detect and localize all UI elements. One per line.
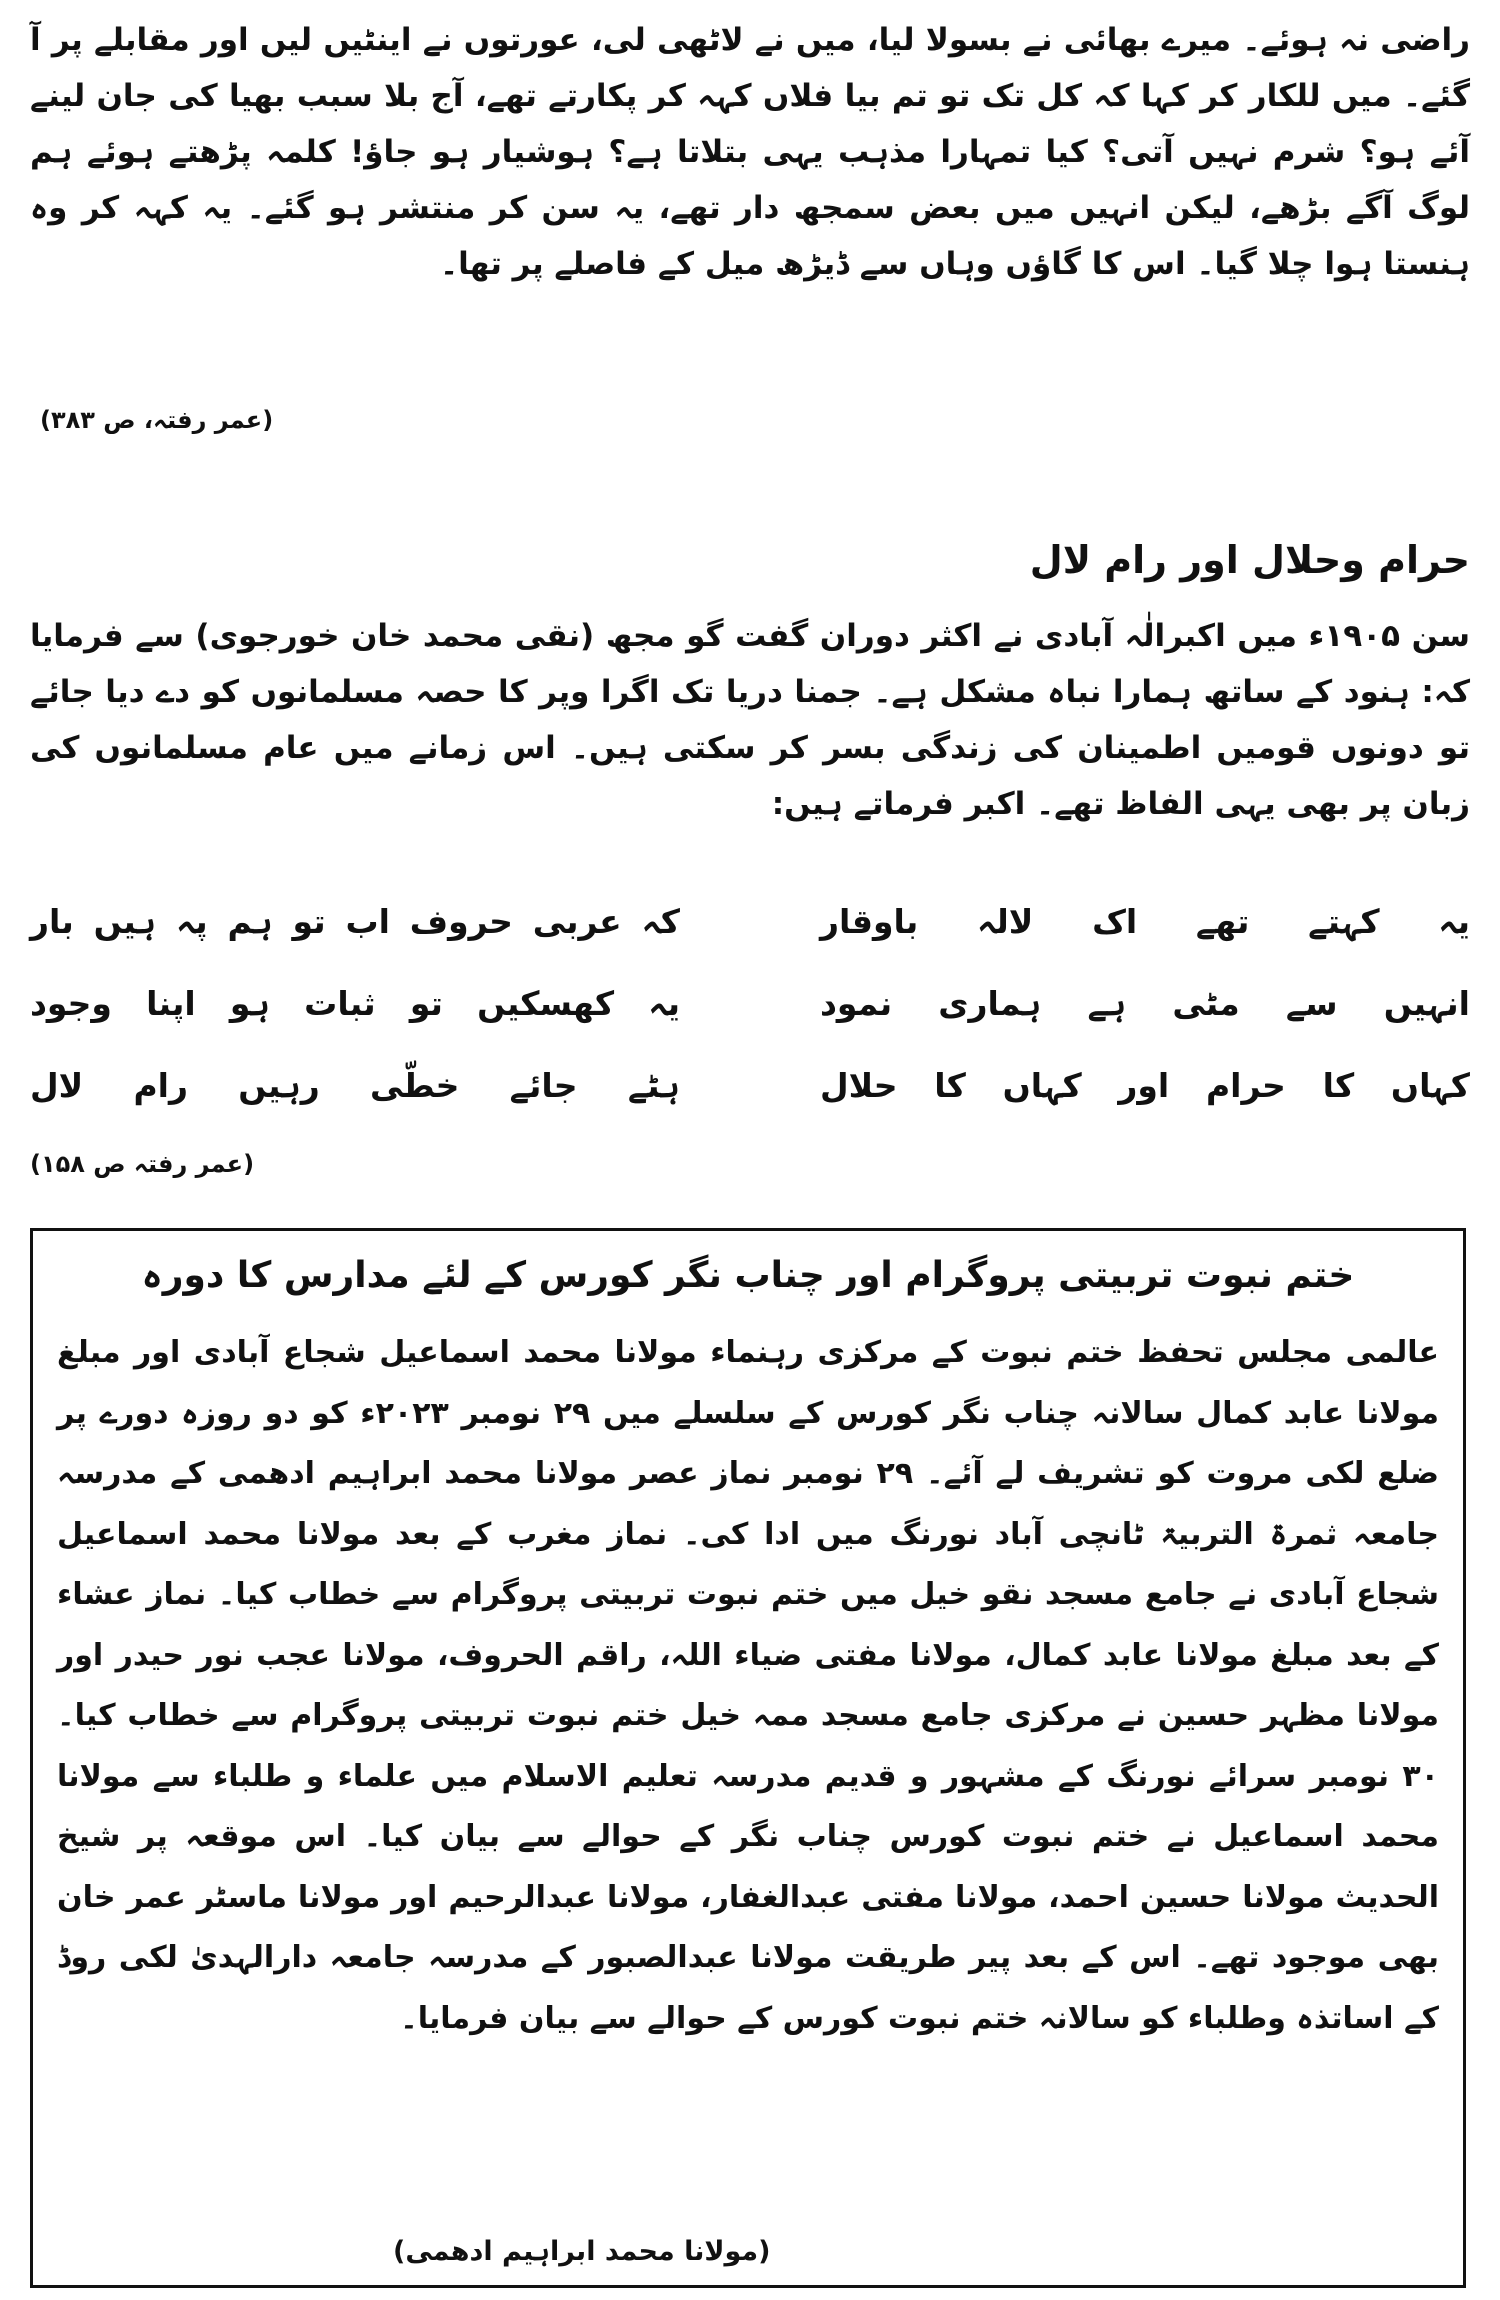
report-paragraph: عالمی مجلس تحفظ ختم نبوت کے مرکزی رہنماء مولانا محمد اسماعیل شجاع آبادی اور مبلغ مولانا عابد کمال سالانہ چناب نگر کورس کے سلسلے میں ۲۹ نومبر ۲۰۲۳ء کو دو روزہ دورے پر ضلع لکی مروت کو تشریف لے آئے۔ ۲۹ نومبر نماز عصر مولانا محمد ابراہیم ادھمی کے مدرسہ جامعہ ثمرۃ التربیۃ ٹانچی آباد نورنگ میں ادا کی۔ نماز مغرب کے بعد مولانا محمد اسماعیل شجاع آبادی نے جامع مسجد نقو خیل میں ختم نبوت تربیتی پروگرام سے خطاب کیا۔ نماز عشاء کے بعد مبلغ مولانا عابد کمال، مولانا مفتی ضیاء اللہ، راقم الحروف، مولانا عجب نور حیدر اور مولانا مظہر حسین نے مرکزی جامع مسجد ممہ خیل ختم نبوت تربیتی پروگرام سے خطاب کیا۔ ۳۰ نومبر سرائے نورنگ کے مشہور و قدیم مدرسہ تعلیم الاسلام میں علماء و طلباء سے مولانا محمد اسماعیل نے ختم نبوت کورس چناب نگر کے حوالے سے بیان کیا۔ اس موقعہ پر شیخ الحدیث مولانا حسین احمد، مولانا مفتی عبدالغفار، مولانا عبدالرحیم اور مولانا ماسٹر عمر خان بھی موجود تھے۔ اس کے بعد پیر طریقت مولانا عبدالصبور کے مدرسہ جامعہ دارالہدیٰ لکی روڈ کے اساتذہ وطلباء کو سالانہ ختم نبوت کورس کے حوالے سے بیان فرمایا۔: [57, 1335, 1439, 2036]
intro-paragraph: [30, 12, 1470, 292]
verse-couplet: [30, 1044, 1470, 1126]
verse-second-line: کہ عربی حروف اب تو ہم پہ ہیں بار: [30, 901, 680, 941]
verse-second-line: یہ کھسکیں تو ثبات ہو اپنا وجود: [30, 983, 680, 1023]
report-title: ختم نبوت تربیتی پروگرام اور چناب نگر کورس کے لئے مدارس کا دورہ: [141, 1255, 1355, 1296]
report-box: [30, 1228, 1466, 2288]
verse-citation: (عمر رفتہ ص ۱۵۸): [30, 1150, 255, 1178]
verse-couplet: [30, 880, 1470, 962]
section-paragraph: [30, 608, 1470, 832]
section-heading: حرام وحلال اور رام لال: [1029, 538, 1470, 582]
report-body: [57, 1323, 1439, 2049]
intro-citation: (عمر رفتہ، ص ۳۸۳): [40, 406, 274, 434]
verse-first-line: یہ کہتے تھے اک لالہ باوقار: [820, 901, 1470, 941]
verse-first-line: کہاں کا حرام اور کہاں کا حلال: [820, 1065, 1470, 1105]
report-signature: (مولانا محمد ابراہیم ادھمی): [393, 2236, 771, 2267]
verse-first-line: انہیں سے مٹی ہے ہماری نمود: [820, 983, 1470, 1023]
poem-verses: [30, 880, 1470, 1126]
intro-text: راضی نہ ہوئے۔ میرے بھائی نے بسولا لیا، میں نے لاٹھی لی، عورتوں نے اینٹیں لیں اور مقابلے پر آ گئے۔ میں للکار کر کہا کہ کل تک تو تم بیا فلاں کہہ کر پکارتے تھے، آج بلا سبب بھیا کی جان لینے آئے ہو؟ شرم نہیں آتی؟ کیا تمہارا مذہب یہی بتلاتا ہے؟ ہوشیار ہو جاؤ! کلمہ پڑھتے ہوئے ہم لوگ آگے بڑھے، لیکن انہیں میں بعض سمجھ دار تھے، یہ سن کر منتشر ہو گئے۔ یہ کہہ کر وہ ہنستا ہوا چلا گیا۔ اس کا گاؤں وہاں سے ڈیڑھ میل کے فاصلے پر تھا۔: [30, 22, 1470, 282]
section-text: سن ۱۹۰۵ء میں اکبرالٰہ آبادی نے اکثر دوران گفت گو مجھ (نقی محمد خان خورجوی) سے فرمایا کہ: ہنود کے ساتھ ہمارا نباہ مشکل ہے۔ جمنا دریا تک اگرا وپر کا حصہ مسلمانوں کو دے دیا جائے تو دونوں قومیں اطمینان کی زندگی بسر کر سکتی ہیں۔ اس زمانے میں عام مسلمانوں کی زبان پر بھی یہی الفاظ تھے۔ اکبر فرماتے ہیں:: [30, 618, 1470, 822]
verse-second-line: ہٹے جائے خطّی رہیں رام لال: [30, 1065, 680, 1105]
verse-couplet: [30, 962, 1470, 1044]
